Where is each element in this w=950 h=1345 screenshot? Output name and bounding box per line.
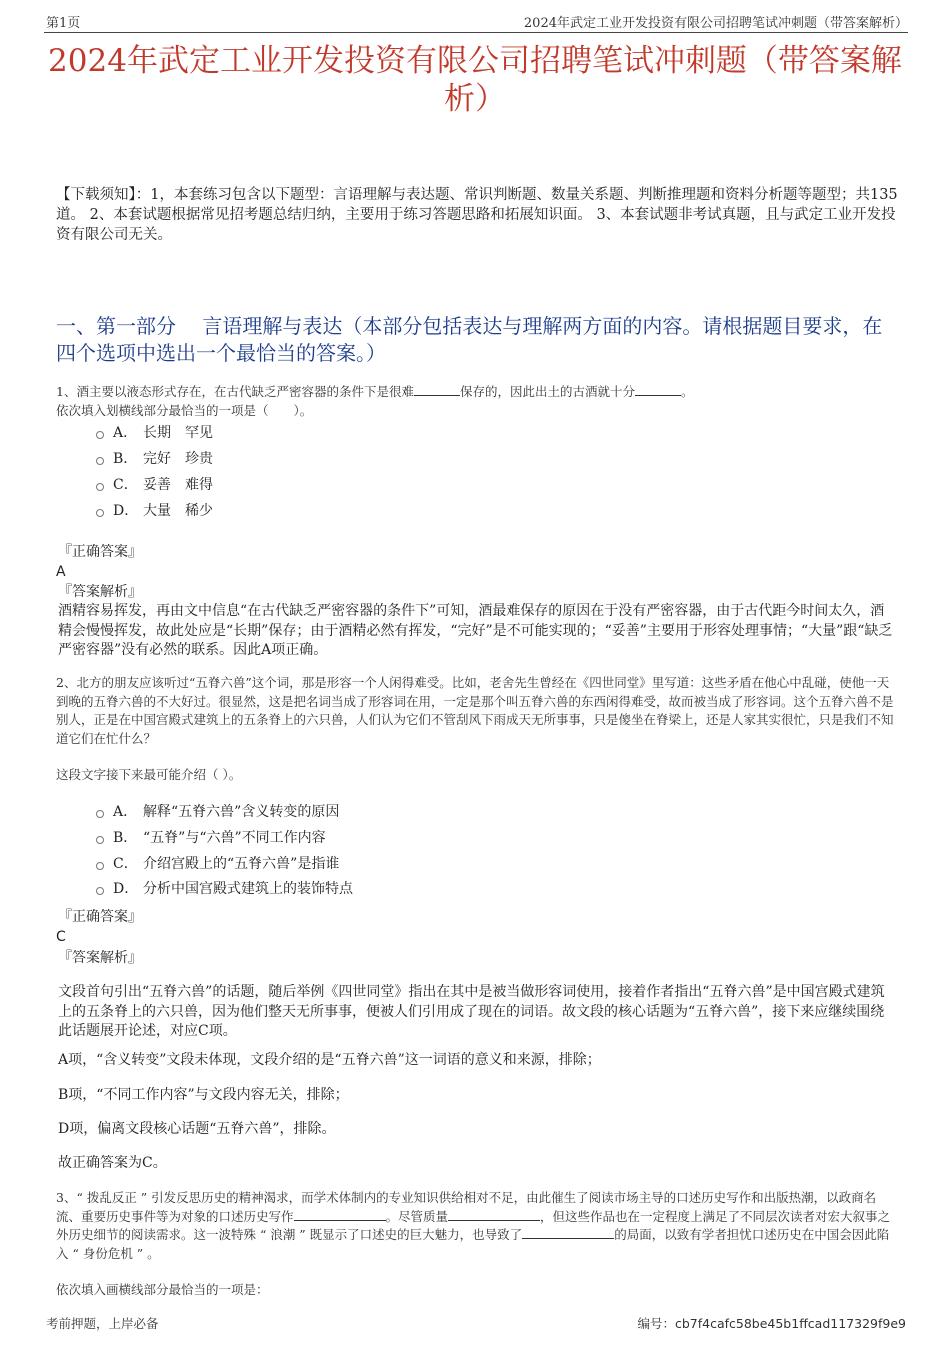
radio-icon[interactable] <box>96 457 104 465</box>
q2-option-a[interactable]: A． 解释“五脊六兽”含义转变的原因 <box>96 802 339 822</box>
q1-option-a[interactable]: A． 长期 罕见 <box>96 423 213 443</box>
q2-analysis-heading: 『答案解析』 <box>58 950 142 966</box>
q1-option-b[interactable]: B． 完好 珍贵 <box>96 449 213 469</box>
q2-option-d[interactable]: D． 分析中国宫殿式建筑上的装饰特点 <box>96 879 353 899</box>
question-2-stem: 2、北方的朋友应该听过“五脊六兽”这个词，那是形容一个人闲得难受。比如，老舍先生曾经在《四世同堂》里写道：这些矛盾在他心中乱碰，使他一天到晚的五脊六兽的不大好过。很显然，这是把名词当成了形容词在用，一定是那个叫五脊六兽的东西闲得难受，故而被当成了形容词。这个五脊六兽不是别人，正是在中国宫殿式建筑上的五条脊上的六只兽，人们认为它们不管刮风下雨成天无所事事，只是傻坐在脊梁上，还是人家其实很忙，只是我们不知道它们在忙什么？ <box>56 675 894 746</box>
question-3-stem: 3、“ 拨乱反正 ” 引发反思历史的精神渴求，而学术体制内的专业知识供给相对不足，由此催生了阅读市场主导的口述历史写作和出版热潮，以政商名流、重要历史事件等为对象的口述历史写作 。尽管质量 ，但这些作品也在一定程度上满足了不同层次读者对宏大叙事之外历史细节的阅读需求。这一波特殊 “ 浪潮 ” 既显示了口述史的巨大魅力，也导致了 的局面，以致有学者担忧口述历史在中国会因此陷入 “ 身份危机 ” 。 <box>56 1190 891 1261</box>
q2-analysis-option-a: A项，“含义转变”文段未体现，文段介绍的是“五脊六兽”这一词语的意义和来源，排除； <box>58 1052 601 1068</box>
q2-answer: C <box>56 929 66 945</box>
fill-blank <box>522 1226 614 1239</box>
footer-slogan: 考前押题，上岸必备 <box>46 1316 159 1331</box>
q2-option-c[interactable]: C． 介绍宫殿上的“五脊六兽”是指谁 <box>96 854 339 874</box>
fill-blank <box>635 383 681 396</box>
q2-analysis-option-d: D项，偏离文段核心话题“五脊六兽”，排除。 <box>58 1121 336 1137</box>
q1-analysis-heading: 『答案解析』 <box>58 584 142 600</box>
download-notice: 【下载须知】：1，本套练习包含以下题型：言语理解与表达题、常识判断题、数量关系题、判断推理题和资料分析题等题型；共135道。 2、本套试题根据常见招考题总结归纳，主要用于练习答题思路和拓展知识面。 3、本套试题非考试真题，且与武定工业开发投资有限公司无关。 <box>56 187 898 243</box>
document-title: 2024年武定工业开发投资有限公司招聘笔试冲刺题（带答案解析） <box>48 43 902 117</box>
fill-blank <box>294 1208 386 1221</box>
q1-option-c[interactable]: C． 妥善 难得 <box>96 475 213 495</box>
question-2-prompt: 这段文字接下来最可能介绍（ ）。 <box>56 767 242 782</box>
footer-document-id: 编号：cb7f4cafc58be45b1ffcad117329f9e9 <box>637 1316 906 1331</box>
q2-analysis-option-b: B项，“不同工作内容”与文段内容无关，排除； <box>58 1087 349 1103</box>
q1-answer-heading: 『正确答案』 <box>58 544 142 560</box>
radio-icon[interactable] <box>96 431 104 439</box>
page-number: 第1页 <box>46 16 81 31</box>
radio-icon[interactable] <box>96 887 104 895</box>
q2-option-b[interactable]: B． “五脊”与“六兽”不同工作内容 <box>96 828 326 848</box>
q1-answer: A <box>56 564 66 580</box>
radio-icon[interactable] <box>96 836 104 844</box>
section-heading: 一、第一部分 言语理解与表达（本部分包括表达与理解两方面的内容。请根据题目要求，在四个选项中选出一个最恰当的答案。） <box>56 314 883 365</box>
question-1-stem: 1、酒主要以液态形式存在，在古代缺乏严密容器的条件下是很难 保存的，因此出土的古酒就十分 。 <box>56 384 694 399</box>
q2-answer-heading: 『正确答案』 <box>58 909 142 925</box>
radio-icon[interactable] <box>96 810 104 818</box>
header-divider <box>44 32 908 33</box>
radio-icon[interactable] <box>96 862 104 870</box>
running-header-title: 2024年武定工业开发投资有限公司招聘笔试冲刺题（带答案解析） <box>523 16 908 31</box>
radio-icon[interactable] <box>96 509 104 517</box>
q2-analysis-conclusion: 故正确答案为C。 <box>58 1155 167 1171</box>
question-3-prompt: 依次填入画横线部分最恰当的一项是： <box>56 1282 269 1297</box>
fill-blank <box>448 1208 540 1221</box>
question-1-prompt: 依次填入划横线部分最恰当的一项是（ ）。 <box>56 403 313 418</box>
q1-option-d[interactable]: D． 大量 稀少 <box>96 501 213 521</box>
radio-icon[interactable] <box>96 483 104 491</box>
q1-analysis: 酒精容易挥发，再由文中信息“在古代缺乏严密容器的条件下”可知，酒最难保存的原因在于没有严密容器，由于古代距今时间太久，酒精会慢慢挥发，故此处应是“长期”保存；由于酒精必然有挥发，“完好”是不可能实现的；“妥善”主要用于形容处理事情；“大量”跟“缺乏严密容器”没有必然的联系。因此A项正确。 <box>58 603 893 658</box>
q2-analysis-paragraph: 文段首句引出“五脊六兽”的话题，随后举例《四世同堂》指出在其中是被当做形容词使用，接着作者指出“五脊六兽”是中国宫殿式建筑上的五条脊上的六只兽，因为他们整天无所事事，便被人们引用成了现在的词语。故文段的核心话题为“五脊六兽”，接下来应继续围绕此话题展开论述，对应C项。 <box>58 984 885 1039</box>
fill-blank <box>414 383 460 396</box>
